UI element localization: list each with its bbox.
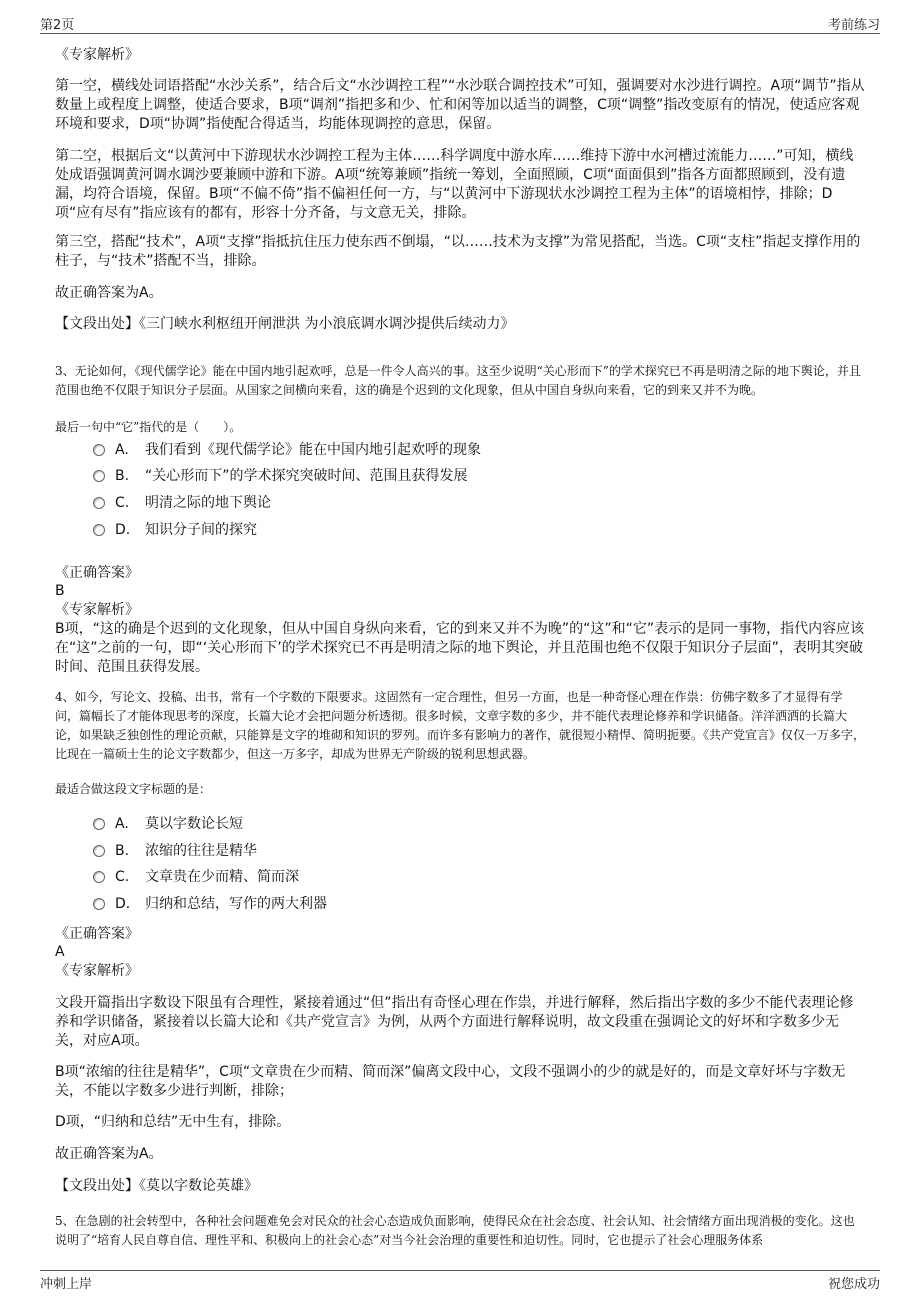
q3-option-c[interactable] xyxy=(93,491,271,515)
option-text: 知识分子间的探究 xyxy=(145,522,257,538)
q4-option-b[interactable] xyxy=(93,839,257,863)
q4-analysis-para-3: D项，“归纳和总结”无中生有，排除。 xyxy=(55,1114,291,1130)
q4-answer: A xyxy=(55,944,65,960)
q4-option-c[interactable] xyxy=(93,865,299,889)
q4-source: 【文段出处】《莫以字数论英雄》 xyxy=(55,1178,258,1194)
q4-question: 最适合做这段文字标题的是： xyxy=(55,782,212,796)
q3-question: 最后一句中“它”指代的是（ ）。 xyxy=(55,420,242,434)
q2-analysis-para-1: 第一空，横线处词语搭配“水沙关系”，结合后文“水沙调控工程”“水沙联合调控技术”可知，强调要对水沙进行调控。A项“调节”指从数量上或程度上调整，使适合要求，B项“调剂”指把多和少、忙和闲等加以适当的调整，C项“调整”指改变原有的情况，使适应客观环境和要求，D项“协调”指使配合得适当，均能体现调控的意思，保留。 xyxy=(55,78,865,132)
option-text: 归纳和总结，写作的两大利器 xyxy=(145,896,327,912)
q4-conclusion: 故正确答案为A。 xyxy=(55,1146,163,1162)
q2-analysis-para-3: 第三空，搭配“技术”，A项“支撑”指抵抗住压力使东西不倒塌，“以……技术为支撑”为常见搭配，当选。C项“支柱”指起支撑作用的柱子，与“技术”搭配不当，排除。 xyxy=(55,234,861,269)
q4-analysis-label: 《专家解析》 xyxy=(55,963,139,979)
radio-icon[interactable] xyxy=(93,524,105,536)
option-text: 明清之际的地下舆论 xyxy=(145,495,271,511)
option-letter: B. xyxy=(115,468,130,484)
option-letter: A. xyxy=(115,442,129,458)
q2-source: 【文段出处】《三门峡水利枢纽开闸泄洪 为小浪底调水调沙提供后续动力》 xyxy=(55,316,515,332)
radio-icon[interactable] xyxy=(93,898,105,910)
option-text: 莫以字数论长短 xyxy=(145,816,243,832)
radio-icon[interactable] xyxy=(93,444,105,456)
footer-right-text: 祝您成功 xyxy=(827,1277,880,1292)
option-text: 浓缩的往往是精华 xyxy=(145,843,257,859)
option-letter: D. xyxy=(115,896,131,912)
option-letter: A. xyxy=(115,816,129,832)
option-letter: B. xyxy=(115,843,130,859)
q3-stem: 3、无论如何，《现代儒学论》能在中国内地引起欢呼，总是一件令人高兴的事。这至少说明“关心形而下”的学术探究已不再是明清之际的地下舆论，并且范围也绝不仅限于知识分子层面。从国家之间横向来看，这的确是个迟到的文化现象，但从中国自身纵向来看，它的到来又并不为晚。 xyxy=(55,364,861,397)
radio-icon[interactable] xyxy=(93,470,105,482)
q2-analysis-label: 《专家解析》 xyxy=(55,47,139,63)
option-text: 我们看到《现代儒学论》能在中国内地引起欢呼的现象 xyxy=(145,442,481,458)
radio-icon[interactable] xyxy=(93,871,105,883)
radio-icon[interactable] xyxy=(93,497,105,509)
option-letter: C. xyxy=(115,869,130,885)
q4-stem: 4、如今，写论文、投稿、出书，常有一个字数的下限要求。这固然有一定合理性，但另一方面，也是一种奇怪心理在作祟：仿佛字数多了才显得有学问，篇幅长了才能体现思考的深度，长篇大论才会把问题分析透彻。很多时候，文章字数的多少，并不能代表理论修养和学识储备。洋洋洒洒的长篇大论，如果缺乏独创性的理论贡献，只能算是文字的堆砌和知识的罗列。而许多有影响力的著作，就很短小精悍、简明扼要。《共产党宣言》仅仅一万多字，比现在一篇硕士生的论文字数都少，但这一万多字，却成为世界无产阶级的锐利思想武器。 xyxy=(55,690,866,761)
option-letter: D. xyxy=(115,522,131,538)
radio-icon[interactable] xyxy=(93,818,105,830)
footer-left-text: 冲刺上岸 xyxy=(40,1277,93,1292)
radio-icon[interactable] xyxy=(93,845,105,857)
q2-conclusion: 故正确答案为A。 xyxy=(55,285,163,301)
q3-analysis: B项，“这的确是个迟到的文化现象，但从中国自身纵向来看，它的到来又并不为晚”的“这”和“它”表示的是同一事物，指代内容应该在“这”之前的一句，即“‘关心形而下’的学术探究已不再是明清之际的地下舆论，并且范围也绝不仅限于知识分子层面”，表明其突破时间、范围且获得发展。 xyxy=(55,621,865,675)
option-letter: C. xyxy=(115,495,130,511)
q4-analysis-para-2: B项“浓缩的往往是精华”，C项“文章贵在少而精、简而深”偏离文段中心，文段不强调小的少的就是好的，而是文章好坏与字数无关，不能以字数多少进行判断，排除； xyxy=(55,1064,846,1099)
q3-answer: B xyxy=(55,583,65,599)
page-number: 第2页 xyxy=(40,18,75,33)
option-text: “关心形而下”的学术探究突破时间、范围且获得发展 xyxy=(145,468,468,484)
q3-option-d[interactable] xyxy=(93,518,257,542)
q4-answer-label: 《正确答案》 xyxy=(55,926,139,942)
footer-divider xyxy=(40,1270,880,1271)
q2-analysis-para-2: 第二空，根据后文“以黄河中下游现状水沙调控工程为主体……科学调度中游水库……维持下游中水河槽过流能力……”可知，横线处成语强调黄河调水调沙要兼顾中游和下游。A项“统筹兼顾”指统一筹划，全面照顾，C项“面面俱到”指各方面都照顾到，没有遗漏，均符合语境，保留。B项“不偏不倚”指不偏袒任何一方，与“以黄河中下游现状水沙调控工程为主体”的语境相悖，排除；D项“应有尽有”指应该有的都有，形容十分齐备，与文意无关，排除。 xyxy=(55,148,854,221)
q4-option-d[interactable] xyxy=(93,892,327,916)
header-divider xyxy=(40,33,880,34)
option-text: 文章贵在少而精、简而深 xyxy=(145,869,299,885)
q3-answer-label: 《正确答案》 xyxy=(55,565,139,581)
q3-analysis-label: 《专家解析》 xyxy=(55,602,139,618)
header-title: 考前练习 xyxy=(827,18,880,33)
q5-stem: 5、在急剧的社会转型中，各种社会问题难免会对民众的社会心态造成负面影响，使得民众在社会态度、社会认知、社会情绪方面出现消极的变化。这也说明了“培育人民自尊自信、理性平和、积极向上的社会心态”对当今社会治理的重要性和迫切性。同时，它也提示了社会心理服务体系 xyxy=(55,1214,855,1247)
q4-analysis-para-1: 文段开篇指出字数设下限虽有合理性，紧接着通过“但”指出有奇怪心理在作祟，并进行解释，然后指出字数的多少不能代表理论修养和学识储备，紧接着以长篇大论和《共产党宣言》为例，从两个方面进行解释说明，故文段重在强调论文的好坏和字数多少无关，对应A项。 xyxy=(55,995,854,1049)
q3-option-a[interactable] xyxy=(93,438,481,462)
q4-option-a[interactable] xyxy=(93,812,243,836)
q3-option-b[interactable] xyxy=(93,464,468,488)
